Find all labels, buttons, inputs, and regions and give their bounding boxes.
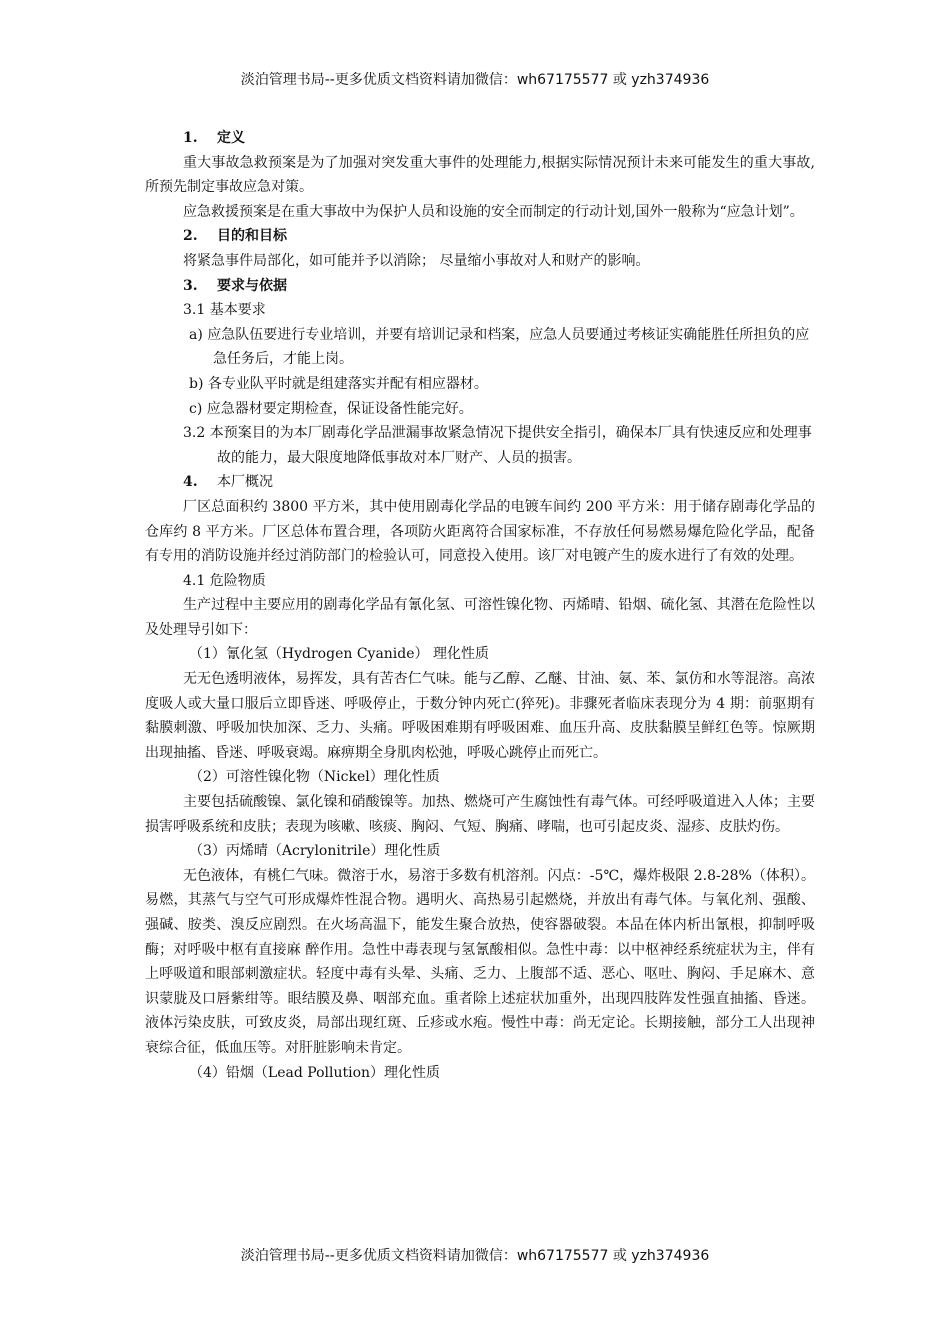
- paragraph: 厂区总面积约 3800 平方米，其中使用剧毒化学品的电镀车间约 200 平方米：用于储存剧毒化学品的仓库约 8 平方米。厂区总体布置合理，各项防火距离符合国家标准，不存放任何易燃易爆危险化学品，配备有专用的消防设施并经过消防部门的检验认可，同意投入使用。该厂对电镀产生的废水进行了有效的处理。: [145, 498, 815, 565]
- section-number: 4.: [183, 474, 198, 491]
- list-item: b) 各专业队平时就是组建落实并配有相应器材。: [189, 375, 488, 392]
- substance-heading: （3）丙烯晴（Acrylonitrile）理化性质: [189, 843, 441, 860]
- paragraph: 重大事故急救预案是为了加强对突发重大事件的处理能力,根据实际情况预计未来可能发生的重大事故,所预先制定事故应急对策。: [145, 154, 815, 196]
- paragraph: 生产过程中主要应用的剧毒化学品有氰化氢、可溶性镍化物、丙烯晴、铅烟、硫化氢、其潜在危险性以及处理导引如下：: [145, 597, 815, 638]
- section-title: 定义: [217, 130, 245, 146]
- paragraph: 主要包括硫酸镍、氯化镍和硝酸镍等。加热、燃烧可产生腐蚀性有毒气体。可经呼吸道进入人体；主要损害呼吸系统和皮肤；表现为咳嗽、咳痰、胸闷、气短、胸痛、哮喘，也可引起皮炎、湿疹、皮肤灼伤。: [145, 794, 815, 835]
- section-number: 1.: [183, 130, 198, 146]
- subsection-heading: 3.1 基本要求: [183, 302, 266, 319]
- substance-heading: （4）铅烟（Lead Pollution）理化性质: [189, 1064, 441, 1081]
- paragraph: 将紧急事件局部化，如可能并予以消除； 尽量缩小事故对人和财产的影响。: [183, 252, 650, 269]
- section-title: 目的和目标: [217, 228, 287, 245]
- paragraph: 无无色透明液体，易挥发，具有苦杏仁气味。能与乙醇、乙醚、甘油、氨、苯、氯仿和水等混溶。高浓度吸人或大量口服后立即昏迷、呼吸停止，于数分钟内死亡(猝死)。非骤死者临床表现分为 4 期：前驱期有黏膜刺激、呼吸加快加深、乏力、头痛。呼吸困难期有呼吸困难、血压升高、皮肤黏膜呈鲜红色等。惊厥期出现抽搐、昏迷、呼吸衰竭。麻痹期全身肌肉松弛，呼吸心跳停止而死亡。: [145, 671, 815, 761]
- section-title: 要求与依据: [217, 277, 287, 294]
- section-number: 3.: [183, 277, 198, 294]
- section-1-heading: [145, 126, 815, 151]
- paragraph: 无色液体，有桃仁气味。微溶于水，易溶于多数有机溶剂。闪点：-5℃，爆炸极限 2.8-28%（体积）。易燃，其蒸气与空气可形成爆炸性混合物。遇明火、高热易引起燃烧，并放出有毒气体。与氧化剂、强酸、强碱、胺类、溴反应剧烈。在火场高温下，能发生聚合放热，使容器破裂。本品在体内析出氰根，抑制呼吸酶；对呼吸中枢有直接麻 醉作用。急性中毒表现与氢氰酸相似。急性中毒：以中枢神经系统症状为主，伴有上呼吸道和眼部刺激症状。轻度中毒有头晕、头痛、乏力、上腹部不适、恶心、呕吐、胸闷、手足麻木、意识蒙胧及口唇紫绀等。眼结膜及鼻、咽部充血。重者除上述症状加重外，出现四肢阵发性强直抽搐、昏迷。液体污染皮肤，可致皮炎，局部出现红斑、丘疹或水疱。慢性中毒：尚无定论。长期接触，部分工人出现神衰综合征，低血压等。对肝脏影响未肯定。: [145, 867, 815, 1056]
- section-number: 2.: [183, 228, 198, 245]
- paragraph: 应急救援预案是在重大事故中为保护人员和设施的安全而制定的行动计划,国外一般称为“应急计划”。: [183, 203, 804, 220]
- section-4-heading: [145, 470, 815, 495]
- section-3-heading: [145, 274, 815, 299]
- subsection-heading: 4.1 危险物质: [183, 572, 266, 589]
- page-footer: 淡泊管理书局--更多优质文档资料请加微信：wh67175577 或 yzh374936: [240, 1248, 710, 1264]
- section-2-heading: [145, 224, 815, 249]
- substance-heading: （1）氰化氢（Hydrogen Cyanide） 理化性质: [189, 646, 489, 663]
- substance-heading: （2）可溶性镍化物（Nickel）理化性质: [189, 769, 440, 786]
- list-item: a) 应急队伍要进行专业培训，并要有培训记录和档案，应急人员要通过考核证实确能胜任所担负的应急任务后，才能上岗。: [189, 326, 810, 368]
- section-title: 本厂概况: [217, 474, 273, 491]
- subsection-paragraph: 3.2 本预案目的为本厂剧毒化学品泄漏事故紧急情况下提供安全指引，确保本厂具有快速反应和处理事故的能力，最大限度地降低事故对本厂财产、人员的损害。: [183, 425, 812, 466]
- list-item: c) 应急器材要定期检查，保证设备性能完好。: [189, 400, 473, 417]
- document-body: [145, 126, 815, 1085]
- page-header: 淡泊管理书局--更多优质文档资料请加微信：wh67175577 或 yzh374936: [240, 72, 710, 88]
